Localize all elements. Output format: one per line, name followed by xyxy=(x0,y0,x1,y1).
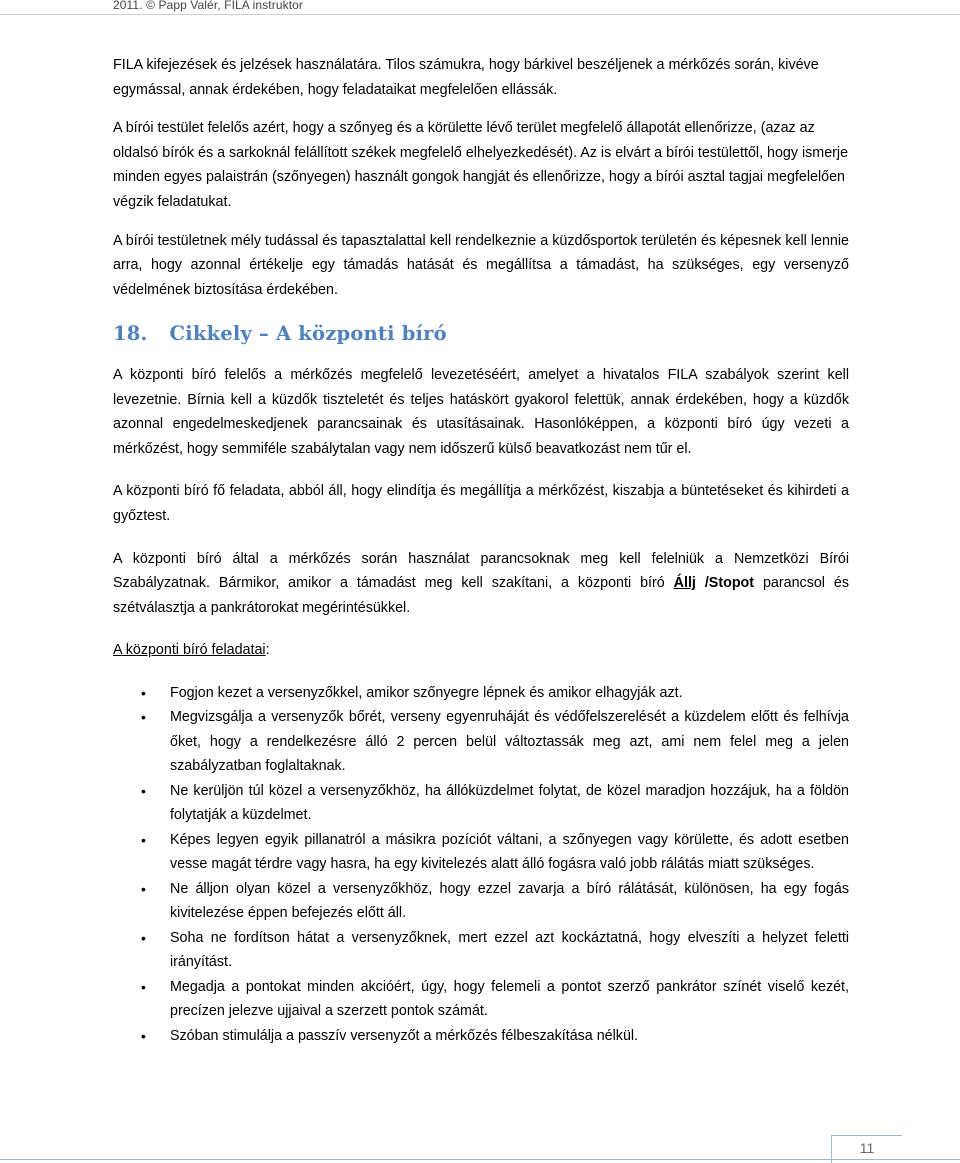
list-item-text: Képes legyen egyik pillanatról a másikra pozíciót váltani, a szőnyegen vagy körülette, és adott esetben vesse magát térdre vagy hasra, ha egy kivitelezés alatt álló fogásra való jobb rálátás miatt szükséges. xyxy=(170,831,849,873)
list-item xyxy=(113,705,849,779)
list-item-text: Ne álljon olyan közel a versenyzőkhöz, hogy ezzel zavarja a bíró rálátását, különösen, ha egy fogás kivitelezése éppen befejezés előtt áll. xyxy=(170,880,849,922)
command-stop-hu: Állj xyxy=(673,575,696,592)
paragraph-referee-responsibility: A központi bíró felelős a mérkőzés megfelelő levezetéséért, amelyet a hivatalos FILA szabályok szerint kell levezetnie. Bírnia kell a küzdők tiszteletét és teljes hatáskört gyakorol felettük, annak érdekében, hogy a küzdők azonnal engedelmeskedjenek parancsainak és utasításainak. Hasonlóképpen, a központi bíró úgy vezeti a mérkőzést, hogy semmiféle szabálytalan vagy nem időszerű külső beavatkozást nem tűr el. xyxy=(113,366,849,457)
paragraph-jury-responsibility: A bírói testület felelős azért, hogy a szőnyeg és a körülette lévő terület megfelelő állapotát ellenőrizze, (azaz az oldalsó bírók és a sarkoknál felállított székek megfelelő elhelyezkedését). Az is elvárt a bírói testülettől, hogy ismerje minden egyes palaistrán (szőnyegen) használt gongok hangját és ellenőrizze, hogy a bírói asztal tagjai megfelelően végzik feladatukat. xyxy=(113,120,849,210)
section-number: 18. xyxy=(113,322,148,346)
list-item xyxy=(113,681,849,706)
duties-list xyxy=(113,681,849,1049)
list-item-text: Soha ne fordítson hátat a versenyzőknek, mert ezzel azt kockáztatná, hogy elveszíti a helyzet feletti irányítást. xyxy=(170,929,849,971)
list-item xyxy=(113,877,849,926)
paragraph-jury-knowledge: A bírói testületnek mély tudással és tapasztalattal kell rendelkeznie a küzdősportok területén és képesnek kell lennie arra, hogy azonnal értékelje egy támadás hatását és megállítsa a támadást, ha szükséges, egy versenyző védelmének biztosítása érdekében. xyxy=(113,232,849,298)
command-separator: / xyxy=(695,575,709,592)
list-item xyxy=(113,975,849,1024)
section-heading xyxy=(113,322,849,347)
bullet-icon: • xyxy=(141,929,146,946)
bullet-icon: • xyxy=(141,684,146,701)
paragraph-referee-commands xyxy=(113,547,849,621)
list-item-text: Fogjon kezet a versenyzőkkel, amikor szőnyegre lépnek és amikor elhagyják azt. xyxy=(170,684,683,701)
list-item-text: Megadja a pontokat minden akcióért, úgy, hogy felemeli a pontot szerző pankrátor színét viselő kezét, precízen jelezve ujjaival a szerzett pontok számát. xyxy=(170,978,849,1020)
list-item-text: Ne kerüljön túl közel a versenyzőkhöz, ha állóküzdelmet folytat, de közel maradjon hozzájuk, ha a földön folytatják a küzdelmet. xyxy=(170,782,849,824)
page-header xyxy=(113,0,960,12)
bullet-icon: • xyxy=(141,978,146,995)
bullet-icon: • xyxy=(141,709,146,726)
list-item xyxy=(113,926,849,975)
commands-text-before: A központi bíró által a mérkőzés során használat parancsoknak meg kell felelniük a Nemzetközi Bírói Szabályzatnak. Bármikor, amikor a támadást meg kell szakítani, a központi bíró xyxy=(113,550,849,592)
duties-title xyxy=(113,638,849,663)
header-text: 2011. © Papp Valér, FILA instruktor xyxy=(113,0,303,12)
footer-divider xyxy=(0,1159,960,1160)
duties-title-text: A központi bíró feladatai xyxy=(113,642,266,659)
list-item xyxy=(113,1024,849,1049)
bullet-icon: • xyxy=(141,880,146,897)
list-item xyxy=(113,779,849,828)
page-number xyxy=(831,1135,902,1163)
bullet-icon: • xyxy=(141,782,146,799)
header-divider xyxy=(0,14,960,15)
document-body xyxy=(113,53,849,1048)
section-title xyxy=(170,322,447,345)
commands-text-after: parancsol és szétválasztja a pankrátorokat megérintésükkel. xyxy=(113,575,849,616)
section-title-prefix: Cikkely – xyxy=(169,322,276,346)
paragraph-fila-expressions: FILA kifejezések és jelzések használatára. Tilos számukra, hogy bárkivel beszéljenek a mérkőzés során, kivéve egymással, annak érdekében, hogy feladataikat megfelelően ellássák. xyxy=(113,57,819,98)
section-title-main: A központi bíró xyxy=(275,322,447,346)
paragraph-referee-main-task: A központi bíró fő feladata, abból áll, hogy elindítja és megállítja a mérkőzést, kiszabja a büntetéseket és kihirdeti a győztest. xyxy=(113,483,849,524)
list-item-text: Megvizsgálja a versenyzők bőrét, verseny egyenruháját és védőfelszerelését a küzdelem előtt és felhívja őket, hogy a rendelkezésre álló 2 percen belül változtassák meg azt, ami nem felel meg a jelen szabályzatban foglaltaknak. xyxy=(170,709,849,775)
page-number-text: 11 xyxy=(859,1140,875,1156)
bullet-icon: • xyxy=(141,1027,146,1044)
list-item xyxy=(113,828,849,877)
list-item-text: Szóban stimulálja a passzív versenyzőt a mérkőzés félbeszakítása nélkül. xyxy=(170,1027,639,1044)
command-stop-en: Stopot xyxy=(708,575,755,592)
duties-title-colon: : xyxy=(265,642,270,659)
bullet-icon: • xyxy=(141,831,146,848)
